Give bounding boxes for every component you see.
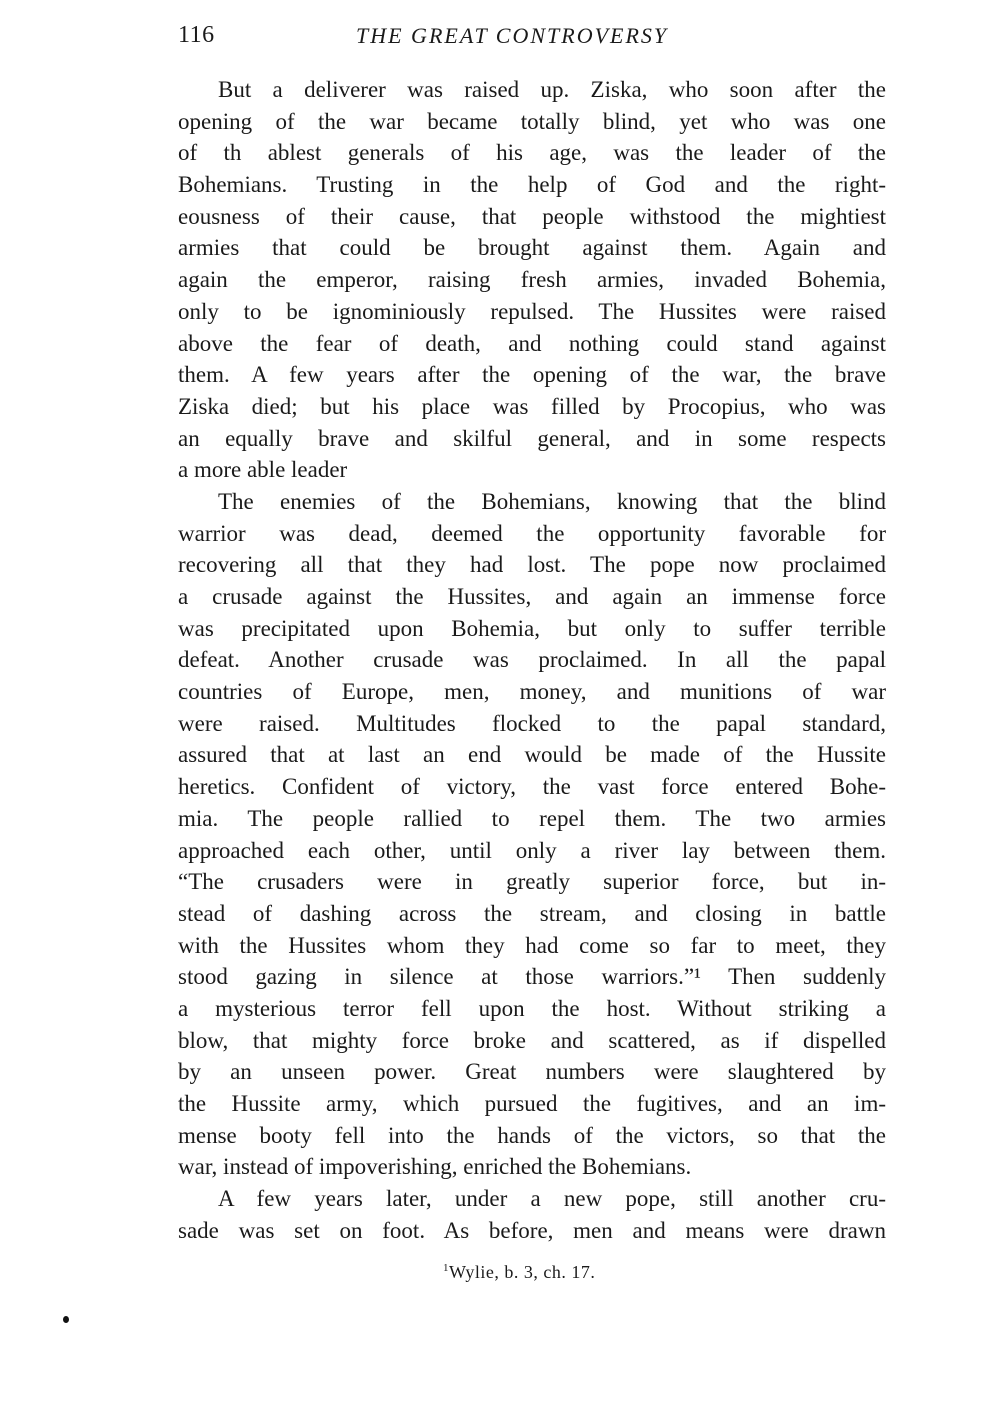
text-line: heretics. Confident of victory, the vast force entered Bohe- <box>178 774 886 800</box>
text-line: armies that could be brought against them. Again and <box>178 235 886 261</box>
footnote-text: Wylie, b. 3, ch. 17. <box>449 1262 596 1282</box>
text-line: eousness of their cause, that people withstood the mightiest <box>178 203 886 229</box>
text-line: mense booty fell into the hands of the victors, so that the <box>178 1122 886 1148</box>
footnote-marker: 1 <box>443 1262 449 1274</box>
text-line: stead of dashing across the stream, and closing in battle <box>178 900 886 926</box>
text-line: A few years later, under a new pope, still another cru- <box>218 1186 886 1212</box>
text-line: defeat. Another crusade was proclaimed. In all the papal <box>178 647 886 673</box>
page-number: 116 <box>178 22 215 48</box>
text-line: with the Hussites whom they had come so far to meet, they <box>178 932 886 958</box>
text-line: above the fear of death, and nothing could stand against <box>178 330 886 356</box>
text-line: only to be ignominiously repulsed. The Hussites were raised <box>178 298 886 324</box>
text-line: But a deliverer was raised up. Ziska, who soon after the <box>218 77 886 102</box>
text-line: the Hussite army, which pursued the fugitives, and an im- <box>178 1091 886 1116</box>
text-line: by an unseen power. Great numbers were slaughtered by <box>178 1059 886 1085</box>
text-line: approached each other, until only a river lay between them. <box>178 837 886 863</box>
text-line: a mysterious terror fell upon the host. Without striking a <box>178 995 886 1021</box>
text-line: was precipitated upon Bohemia, but only to suffer terrible <box>178 615 886 641</box>
text-line: stood gazing in silence at those warriors.”¹ Then suddenly <box>178 964 886 990</box>
body-text <box>178 74 886 1246</box>
text-line: a more able leader <box>178 457 348 483</box>
running-head <box>178 22 886 52</box>
ink-speck <box>63 1316 69 1323</box>
text-line: blow, that mighty force broke and scattered, as if dispelled <box>178 1027 886 1053</box>
text-line: war, instead of impoverishing, enriched the Bohemians. <box>178 1154 692 1180</box>
text-line: The enemies of the Bohemians, knowing that the blind <box>218 488 886 514</box>
text-line: of th ablest generals of his age, was the leader of the <box>178 140 886 166</box>
text-line: again the emperor, raising fresh armies, invaded Bohemia, <box>178 267 886 293</box>
text-line: warrior was dead, deemed the opportunity favorable for <box>178 520 886 546</box>
text-line: Ziska died; but his place was filled by Procopius, who was <box>178 393 886 419</box>
footnote <box>443 1262 595 1283</box>
text-line: them. A few years after the opening of the war, the brave <box>178 362 886 388</box>
text-line: a crusade against the Hussites, and again an immense force <box>178 584 886 609</box>
text-line: Bohemians. Trusting in the help of God and the right- <box>178 172 886 198</box>
text-line: an equally brave and skilful general, and in some respects <box>178 425 886 451</box>
text-line: mia. The people rallied to repel them. The two armies <box>178 805 886 831</box>
text-line: assured that at last an end would be made of the Hussite <box>178 742 886 768</box>
text-line: recovering all that they had lost. The pope now proclaimed <box>178 552 886 578</box>
text-line: opening of the war became totally blind, yet who was one <box>178 108 886 134</box>
text-line: countries of Europe, men, money, and munitions of war <box>178 679 886 705</box>
text-line: “The crusaders were in greatly superior force, but in- <box>178 869 886 895</box>
text-line: sade was set on foot. As before, men and means were drawn <box>178 1217 886 1243</box>
running-title: THE GREAT CONTROVERSY <box>356 23 669 48</box>
text-line: were raised. Multitudes flocked to the papal standard, <box>178 710 886 736</box>
